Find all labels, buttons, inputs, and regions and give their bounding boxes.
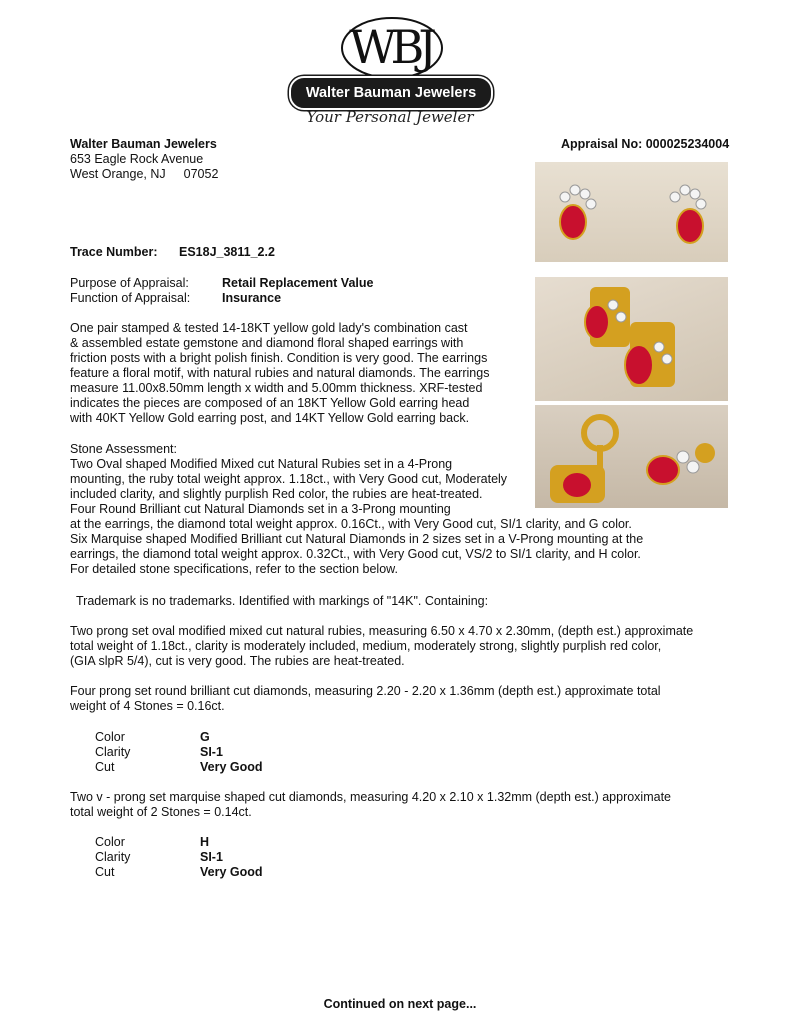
continued-note: Continued on next page... [323,997,477,1011]
earring-back-view [550,417,616,503]
function-value: Insurance [222,291,282,305]
spec-value: H [200,835,210,849]
logo-monogram: WBJ [330,12,450,82]
logo-name: Walter Bauman Jewelers [305,85,477,101]
spec-label: Cut [95,760,115,774]
purpose-value: Retail Replacement Value [222,276,374,290]
trace-label: Trace Number: [70,245,158,259]
logo-tagline: Your Personal Jeweler [306,108,474,126]
earrings-photo-side [535,405,728,508]
spec-value: Very Good [200,760,263,774]
earring-right [670,185,706,243]
spec-label: Color [95,835,125,849]
spec-value: SI-1 [200,745,223,759]
earring-angled-back [585,287,630,347]
logo-name-banner [289,76,493,110]
earrings-photo-angle [535,277,728,401]
earring-side-view [647,443,715,484]
appraisal-number: Appraisal No: 000025234004 [561,137,730,151]
spec-label: Cut [95,865,115,879]
function-label: Function of Appraisal: [70,291,191,305]
spec-value: Very Good [200,865,263,879]
purpose-label: Purpose of Appraisal: [70,276,189,290]
company-name: Walter Bauman Jewelers [70,137,217,151]
stone-assessment-heading: Stone Assessment: [70,442,178,456]
trademark-note: Trademark is no trademarks. Identified with markings of "14K". Containing: [76,594,489,608]
earrings-photo-front [535,162,728,262]
company-logo [285,12,495,132]
earring-left [560,185,596,239]
spec-label: Clarity [95,745,131,759]
trace-number: ES18J_3811_2.2 [179,245,275,259]
earring-angled-front [625,322,675,387]
spec-label: Clarity [95,850,131,864]
spec-value: G [200,730,210,744]
spec-value: SI-1 [200,850,223,864]
company-address: 653 Eagle Rock Avenue [70,152,204,166]
company-city-state: West Orange, NJ 07052 [70,167,219,181]
spec-label: Color [95,730,125,744]
